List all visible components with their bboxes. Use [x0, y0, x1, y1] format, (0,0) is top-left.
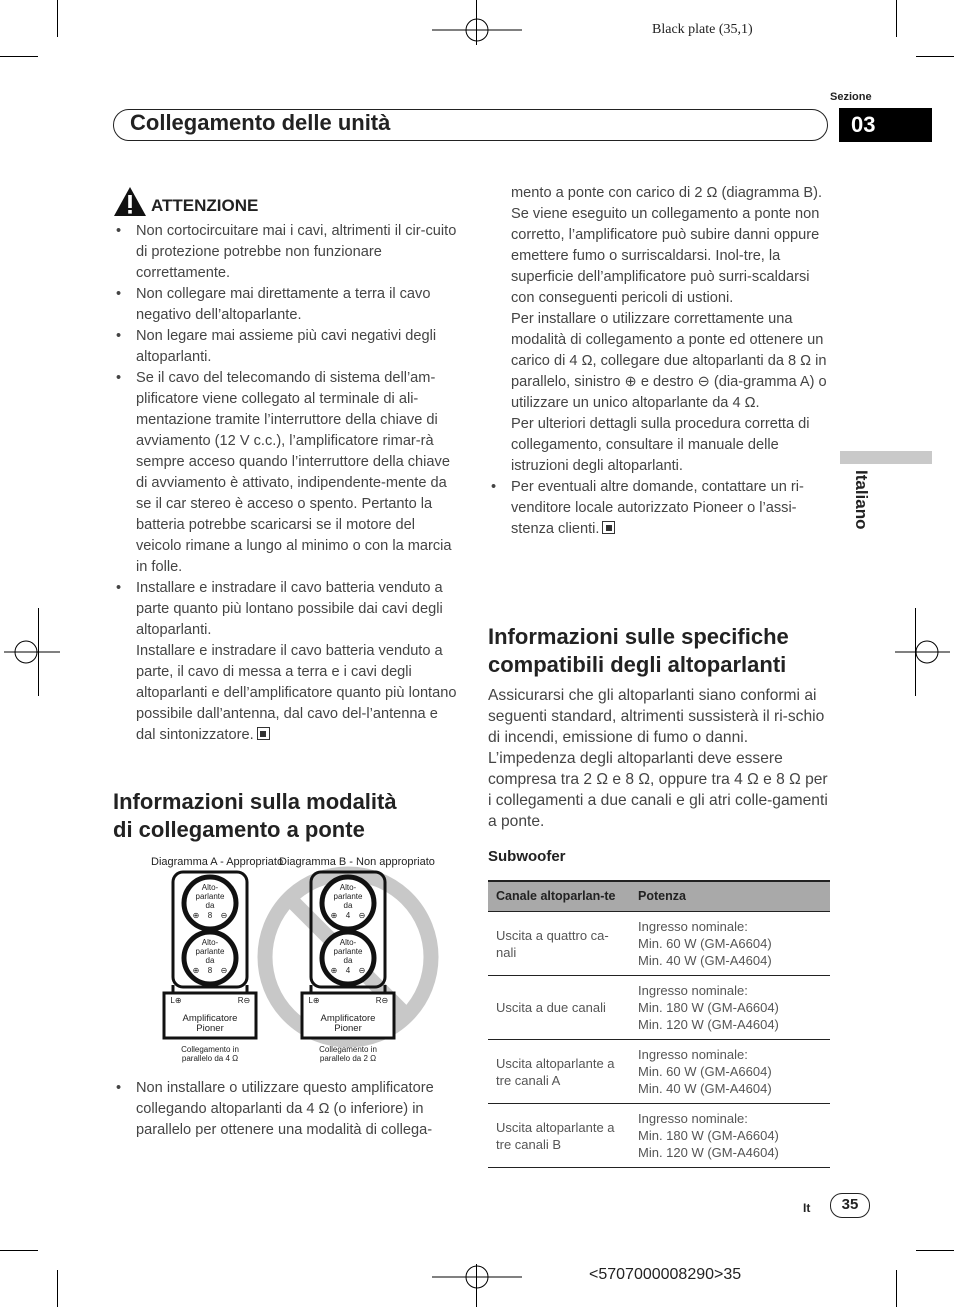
table-row: Uscita altoparlante a tre canali B Ingresso nominale: Min. 180 W (GM-A6604) Min. 120 W (GM-A4604) — [488, 1104, 830, 1168]
list-item: • Non legare mai assieme più cavi negativi degli altoparlanti. — [113, 326, 458, 368]
svg-text:⊖: ⊖ — [220, 911, 228, 920]
svg-text:parlante: parlante — [195, 947, 225, 956]
bridge-diagram — [140, 850, 440, 1068]
svg-text:parlante: parlante — [333, 947, 363, 956]
barcode-text: <5707000008290>35 — [589, 1266, 742, 1283]
end-mark-icon — [257, 727, 270, 740]
spec-table-wrap — [488, 880, 830, 1168]
bridge-continuation: mento a ponte con carico di 2 Ω (diagramma B). Se viene eseguito un collegamento a ponte non corretto, l’amplificatore può subire danni oppure emettere fumo o surriscaldarsi. Inol-tre, la superficie dell’amplificatore può surri-scaldarsi con conseguenti pericoli di ustioni. Per installare o utilizzare correttamente una modalità di collegamento a ponte ed ottenere un carico di 4 Ω, collegare due altoparlanti da 8 Ω in parallelo, sinistro ⊕ e destro ⊖ (dia-gramma A) o utilizzare un unico altoparlante da 4 Ω. Per ulteriori dettagli sulla procedura corretta di collegamento, consultare il manuale delle istruzioni degli altoparlanti. • Per eventuali altre domande, contattare un ri-venditore locale autorizzato Pioneer o l’assi-stenza clienti. — [488, 183, 830, 540]
subwoofer-heading: Subwoofer — [488, 848, 566, 865]
col-header-power: Potenza — [630, 881, 830, 912]
svg-text:parlante: parlante — [195, 892, 225, 901]
caution-heading — [113, 186, 259, 217]
section-label: Sezione — [830, 91, 872, 103]
side-tab-bar — [840, 451, 932, 464]
svg-text:4: 4 — [345, 966, 351, 975]
svg-text:L⊕: L⊕ — [170, 996, 182, 1005]
svg-text:da: da — [205, 956, 215, 965]
list-item: • Installare e instradare il cavo batteria venduto a parte quanto più lontano possibile dai cavi degli altoparlanti. Installare e instradare il cavo batteria venduto a parte, il cavo di messa a terra e i cavi degli altoparlanti e dell’amplificatore quanto più lontano possibile dall’antenna, dal cavo del-l’antenna e dal sintonizzatore. — [113, 578, 458, 746]
side-tab-language: Italiano — [852, 470, 871, 530]
speaker-label: Alto- — [201, 883, 219, 892]
svg-text:4: 4 — [345, 911, 351, 920]
caution-list — [113, 221, 458, 746]
svg-text:Alto-: Alto- — [339, 938, 357, 947]
list-item: • Non installare o utilizzare questo amplificatore collegando altoparlanti da 4 Ω (o inferiore) in parallelo per ottenere una modalità di collega- — [113, 1078, 458, 1141]
section-number: 03 — [839, 108, 932, 142]
plate-label: Black plate (35,1) — [652, 22, 753, 37]
svg-text:da: da — [343, 901, 353, 910]
svg-text:parallelo da 4 Ω: parallelo da 4 Ω — [181, 1054, 239, 1063]
table-row: Uscita a due canali Ingresso nominale: Min. 180 W (GM-A6604) Min. 120 W (GM-A4604) — [488, 976, 830, 1040]
diagram-a-caption: Diagramma A - Appropriato — [151, 856, 284, 868]
svg-text:⊖: ⊖ — [358, 966, 366, 975]
svg-text:da: da — [343, 956, 353, 965]
specs-heading: Informazioni sulle specifiche compatibili degli altoparlanti — [488, 624, 789, 677]
svg-text:⊖: ⊖ — [220, 966, 228, 975]
bridge-heading: Informazioni sulla modalità di collegamento a ponte — [113, 789, 397, 842]
table-header-row — [488, 881, 830, 912]
svg-text:L⊕: L⊕ — [308, 996, 320, 1005]
table-row: Uscita a quattro ca-nali Ingresso nominale: Min. 60 W (GM-A6604) Min. 40 W (GM-A4604) — [488, 912, 830, 976]
list-item: • Se il cavo del telecomando di sistema dell’am-plificatore viene collegato al terminale di ali-mentazione tramite l’interruttore della chiave di avviamento (12 V c.c.), l’amplificatore rimar-rà sempre acceso quando l’interruttore della chiave di avviamento è attivato, indipendente-mente da se il car stereo è acceso o spento. Pertanto la batteria potrebbe scaricarsi se il motore del veicolo rimane a lungo al minimo o con la marcia in folle. — [113, 368, 458, 578]
list-item: • Non collegare mai direttamente a terra il cavo negativo dell’altoparlante. — [113, 284, 458, 326]
page-language: It — [803, 1201, 811, 1215]
specs-paragraph: Assicurarsi che gli altoparlanti siano conformi ai seguenti standard, altrimenti sussisterà il ri-schio di incendi, emissione di fumo o danni. L’impedenza degli altoparlanti deve essere compresa tra 2 Ω e 8 Ω, oppure tra 4 Ω e 8 Ω per i collegamenti a due canali e gli atri colle-gamenti a ponte. — [488, 687, 828, 830]
svg-text:Amplificatore: Amplificatore — [182, 1013, 238, 1024]
bridge-bullet — [113, 1078, 458, 1141]
svg-text:Alto-: Alto- — [339, 883, 357, 892]
col-header-channel: Canale altoparlan-te — [488, 881, 630, 912]
spec-table — [488, 880, 830, 1168]
list-item: • Per eventuali altre domande, contattare un ri-venditore locale autorizzato Pioneer o l’assi-stenza clienti. — [488, 477, 830, 540]
list-item: • Non cortocircuitare mai i cavi, altrimenti il cir-cuito di protezione potrebbe non funzionare correttamente. — [113, 221, 458, 284]
diagram-b-caption: Diagramma B - Non appropriato — [279, 856, 435, 868]
svg-text:⊖: ⊖ — [358, 911, 366, 920]
warning-icon — [113, 186, 147, 217]
header-title: Collegamento delle unità — [130, 110, 391, 135]
svg-text:Amplificatore: Amplificatore — [320, 1013, 376, 1024]
svg-text:⊕: ⊕ — [192, 911, 200, 920]
svg-text:Pioner: Pioner — [196, 1023, 224, 1034]
end-mark-icon — [602, 521, 615, 534]
svg-text:parlante: parlante — [333, 892, 363, 901]
caution-title: ATTENZIONE — [151, 196, 259, 215]
svg-text:R⊖: R⊖ — [375, 996, 389, 1005]
svg-text:Pioner: Pioner — [334, 1023, 362, 1034]
svg-text:da: da — [205, 901, 215, 910]
svg-text:8: 8 — [207, 911, 213, 920]
svg-text:⊕: ⊕ — [192, 966, 200, 975]
svg-text:⊕: ⊕ — [330, 966, 338, 975]
svg-text:Collegamento in: Collegamento in — [319, 1045, 377, 1054]
svg-text:parallelo da 2 Ω: parallelo da 2 Ω — [319, 1054, 377, 1063]
speaker-label: Alto- — [201, 938, 219, 947]
svg-text:R⊖: R⊖ — [237, 996, 251, 1005]
list-item-continuation: Installare e instradare il cavo batteria venduto a parte, il cavo di messa a terra e i cavi degli altoparlanti e dell’amplificatore quanto più lontano possibile dall’antenna, dal cavo del-l’antenna e dal sintonizzatore. — [136, 643, 457, 743]
page-number: 35 — [830, 1193, 870, 1218]
svg-text:⊕: ⊕ — [330, 911, 338, 920]
table-row: Uscita altoparlante a tre canali A Ingresso nominale: Min. 60 W (GM-A6604) Min. 40 W (GM-A4604) — [488, 1040, 830, 1104]
svg-text:8: 8 — [207, 966, 213, 975]
svg-text:Collegamento in: Collegamento in — [181, 1045, 239, 1054]
